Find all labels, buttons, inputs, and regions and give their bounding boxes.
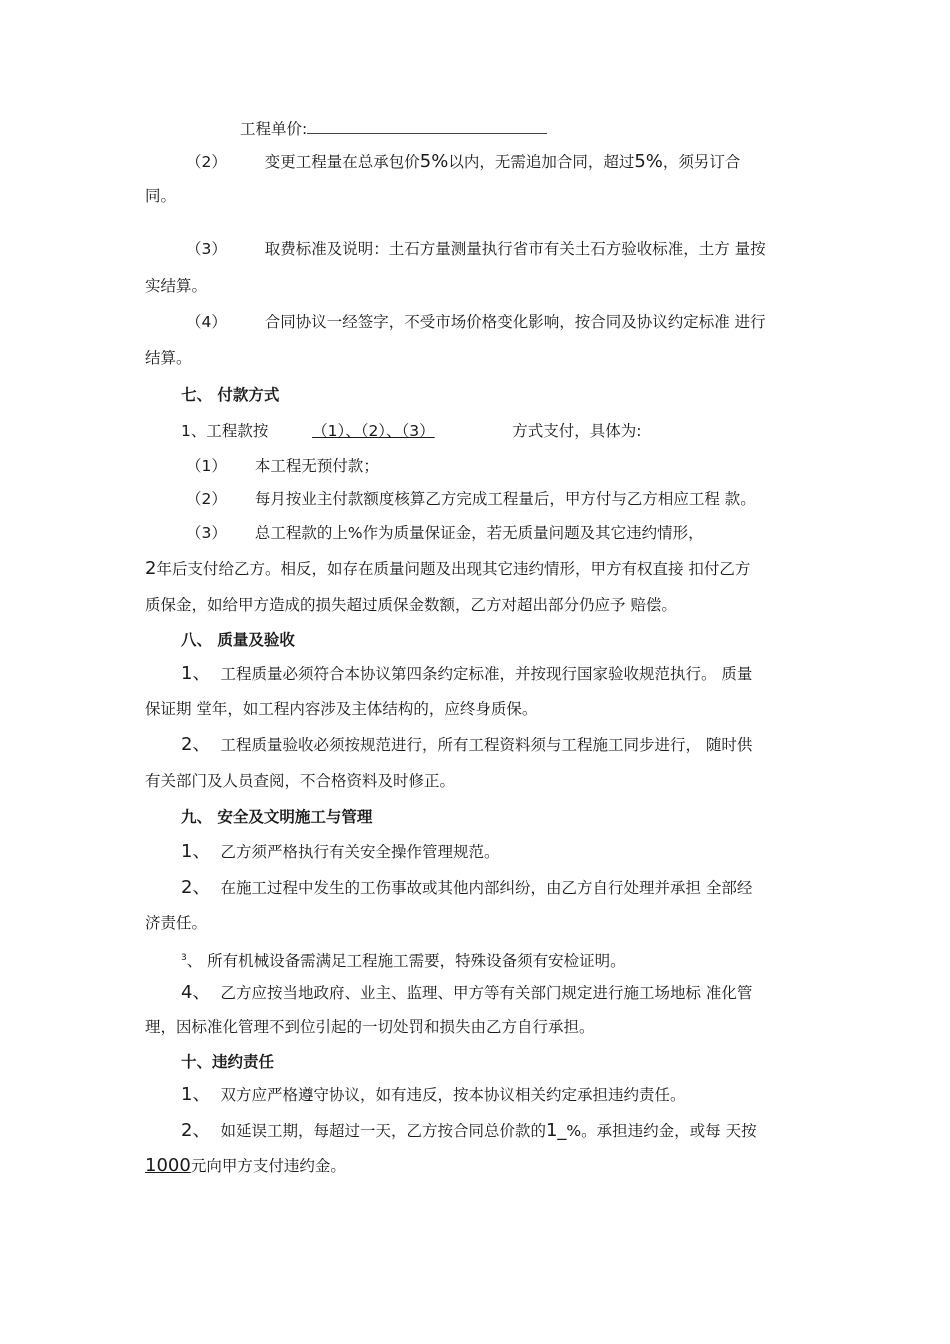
- percent-value: 5%: [634, 151, 663, 172]
- clause-text: ，须另订合: [662, 153, 741, 171]
- penalty-amount: 1000: [145, 1155, 191, 1176]
- change-qty-line: [186, 151, 740, 173]
- penalty-rate: 1_: [545, 1120, 567, 1141]
- payment-item-3-cont2: 质保金，如给甲方造成的损失超过质保金数额，乙方对超出部分仍应予 赔偿。: [145, 596, 677, 614]
- unit-price-label: 工程单价:: [240, 120, 308, 138]
- clause-number: （3）: [186, 240, 227, 258]
- payment-item-3-cont1: 2年后支付给乙方。相反，如存在质量问题及出现其它违约情形，甲方有权直接 扣付乙方: [145, 558, 751, 579]
- safety-clause-2-cont: 济责任。: [145, 914, 208, 932]
- payment-method-line: [181, 420, 641, 442]
- breach-clause-2-cont: 1000元向甲方支付违约金。: [145, 1155, 346, 1176]
- quality-clause-2-cont: 有关部门及人员查阅，不合格资料及时修正。: [145, 772, 456, 790]
- clause-text: 变更工程量在总承包价: [264, 153, 420, 171]
- breach-clause-2: 2、 如延误工期，每超过一天，乙方按合同总价款的1_%。承担违约金，或每 天按: [181, 1120, 757, 1141]
- clause-text: 合同协议一经签字，不受市场价格变化影响，按合同及协议约定标准 进行: [264, 313, 766, 331]
- clause-text: 以内，无需追加合同，超过: [448, 153, 635, 171]
- payment-method: （1）、（2）、（3）: [312, 422, 435, 440]
- payment-item-3: （3） 总工程款的上%作为质量保证金，若无质量问题及其它违约情形，: [186, 524, 704, 542]
- safety-clause-2: 2、 在施工过程中发生的工伤事故或其他内部纠纷，由乙方自行处理并承担 全部经: [181, 877, 753, 898]
- safety-clause-4-cont: 理，因标准化管理不到位引起的一切处罚和损失由乙方自行承担。: [145, 1018, 595, 1036]
- payment-item-2: （2） 每月按业主付款额度核算乙方完成工程量后，甲方付与乙方相应工程 款。: [186, 490, 756, 508]
- fee-standard-line: [186, 238, 766, 260]
- fixed-price-line: [186, 311, 766, 333]
- payment-item-1: （1） 本工程无预付款；: [186, 457, 379, 475]
- clause-number: （2）: [186, 153, 227, 171]
- safety-clause-4: 4、 乙方应按当地政府、业主、监理、甲方等有关部门规定进行施工场地标 准化管: [181, 982, 753, 1003]
- fixed-price-cont: 结算。: [145, 349, 192, 367]
- section-10-title: 十、违约责任: [181, 1053, 275, 1071]
- unit-price-line: [240, 117, 547, 140]
- section-9-title: 九、 安全及文明施工与管理: [181, 808, 373, 826]
- clause-text: 取费标准及说明：土石方量测量执行省市有关土石方验收标准，土方 量按: [264, 240, 766, 258]
- safety-clause-1: 1、 乙方须严格执行有关安全操作管理规范。: [181, 841, 500, 862]
- fee-standard-cont: 实结算。: [145, 277, 208, 295]
- change-qty-cont: 同。: [145, 187, 177, 205]
- section-7-title: 七、 付款方式: [181, 386, 280, 404]
- percent-value: 5%: [419, 151, 449, 172]
- payment-text: 1、工程款按: [181, 422, 269, 440]
- payment-text: 方式支付，具体为:: [512, 422, 642, 440]
- quality-clause-1: 1、 工程质量必须符合本协议第四条约定标准，并按现行国家验收规范执行。 质量: [181, 663, 753, 684]
- quality-clause-1-cont: 保证期 堂年，如工程内容涉及主体结构的，应终身质保。: [145, 700, 538, 718]
- unit-price-blank: [307, 117, 547, 134]
- section-8-title: 八、 质量及验收: [181, 631, 295, 649]
- quality-clause-2: 2、 工程质量验收必须按规范进行，所有工程资料须与工程施工同步进行， 随时供: [181, 734, 753, 755]
- safety-clause-3: $^3$、 所有机械设备需满足工程施工需要，特殊设备须有安检证明。: [181, 952, 626, 971]
- breach-clause-1: 1、 双方应严格遵守协议，如有违反，按本协议相关约定承担违约责任。: [181, 1084, 686, 1105]
- clause-number: （4）: [186, 313, 227, 331]
